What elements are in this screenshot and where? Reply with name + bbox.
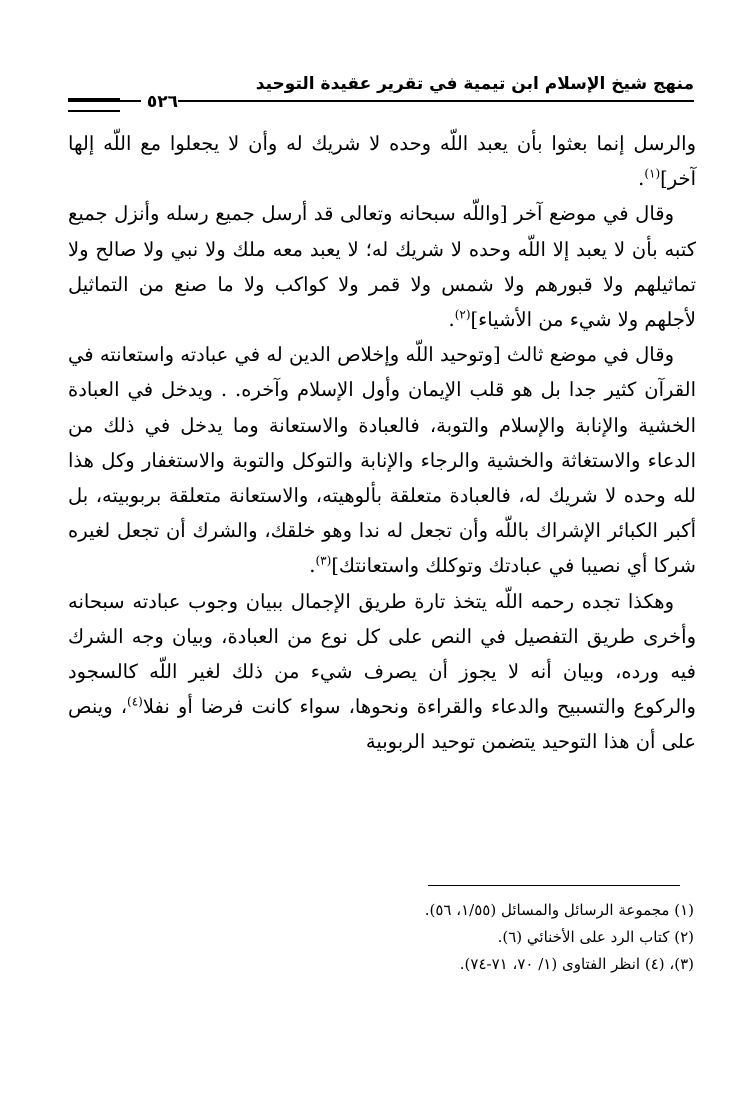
footnote-ref-4: (٤) [127,694,143,709]
paragraph-2 [68,196,696,337]
footnote-ref-1: (١) [644,166,661,181]
header-title: منهج شيخ الإسلام ابن تيمية في تقرير عقيدة التوحيد [255,74,694,94]
paragraph-4-text-a: وهكذا تجده رحمه اللّه يتخذ تارة طريق الإجمال ببيان وجوب عبادته سبحانه وأخرى طريق التفصيل في النص على كل نوع من العبادة، وبيان وجه الشرك فيه ورده، وبيان أنه لا يجوز أن يصرف شيء من ذلك لغير اللّه كالسجود والركوع والتسبيح والدعاء والقراءة ونحوها، سواء كانت فرضا أو نفلا [68,589,696,719]
main-text [68,126,696,760]
footnotes [68,897,694,978]
paragraph-3-end: . [309,554,316,578]
paragraph-3-text: وقال في موضع ثالث [وتوحيد اللّه وإخلاص الدين له في عبادته واستعانته في القرآن كثير جدا بل هو قلب الإيمان وأول الإسلام وآخره. . ويدخل في العبادة الخشية والإنابة والإسلام والتوبة، فالعبادة والاستعانة وما يدخل في ذلك من الدعاء والاستغاثة والخشية والرجاء والإنابة والتوكل والتوبة والاستغفار وكل هذا لله وحده لا شريك له، فالعبادة متعلقة بألوهيته، والاستعانة متعلقة بربوبيته، بل أكبر الكبائر الإشراك باللّه وأن تجعل له ندا وهو خلقك، والشرك أن تجعل لغيره شركا أي نصيبا في عبادتك وتوكلك واستعانتك] [68,343,696,578]
page-number-ornament [68,98,120,112]
page-number: ٥٢٦ [141,92,178,112]
page-number-block [68,92,178,114]
footnote-separator [428,885,680,886]
paragraph-3 [68,337,696,583]
paragraph-1-text: والرسل إنما بعثوا بأن يعبد اللّه وحده لا شريك له وأن لا يجعلوا مع اللّه إلها آخر] [68,132,696,191]
paragraph-2-text: وقال في موضع آخر [واللّه سبحانه وتعالى قد أرسل جميع رسله وأنزل جميع كتبه بأن لا يعبد إلا اللّه وحده لا شريك له؛ لا يعبد معه ملك ولا نبي ولا صالح ولا تماثيلهم ولا قبورهم ولا شمس ولا قمر ولا كواكب ولا ما صنع من التماثيل لأجلهم ولا شيء من الأشياء] [68,202,696,332]
paragraph-1-end: . [638,167,645,191]
footnote-ref-2: (٢) [454,307,471,322]
paragraph-4-text-b: ، وينص على أن هذا التوحيد يتضمن توحيد الربوبية [68,695,696,754]
footnote-ref-3: (٣) [315,553,332,568]
footnote-1: (١) مجموعة الرسائل والمسائل (١/٥٥، ٥٦). [424,901,694,919]
paragraph-1 [68,126,696,196]
footnote-3: (٣)، (٤) انظر الفتاوى (١/ ٧٠، ٧١-٧٤). [459,955,694,973]
paragraph-4 [68,584,696,760]
footnote-2: (٢) كتاب الرد على الأخنائي (٦). [497,928,694,946]
paragraph-2-end: . [448,308,455,332]
